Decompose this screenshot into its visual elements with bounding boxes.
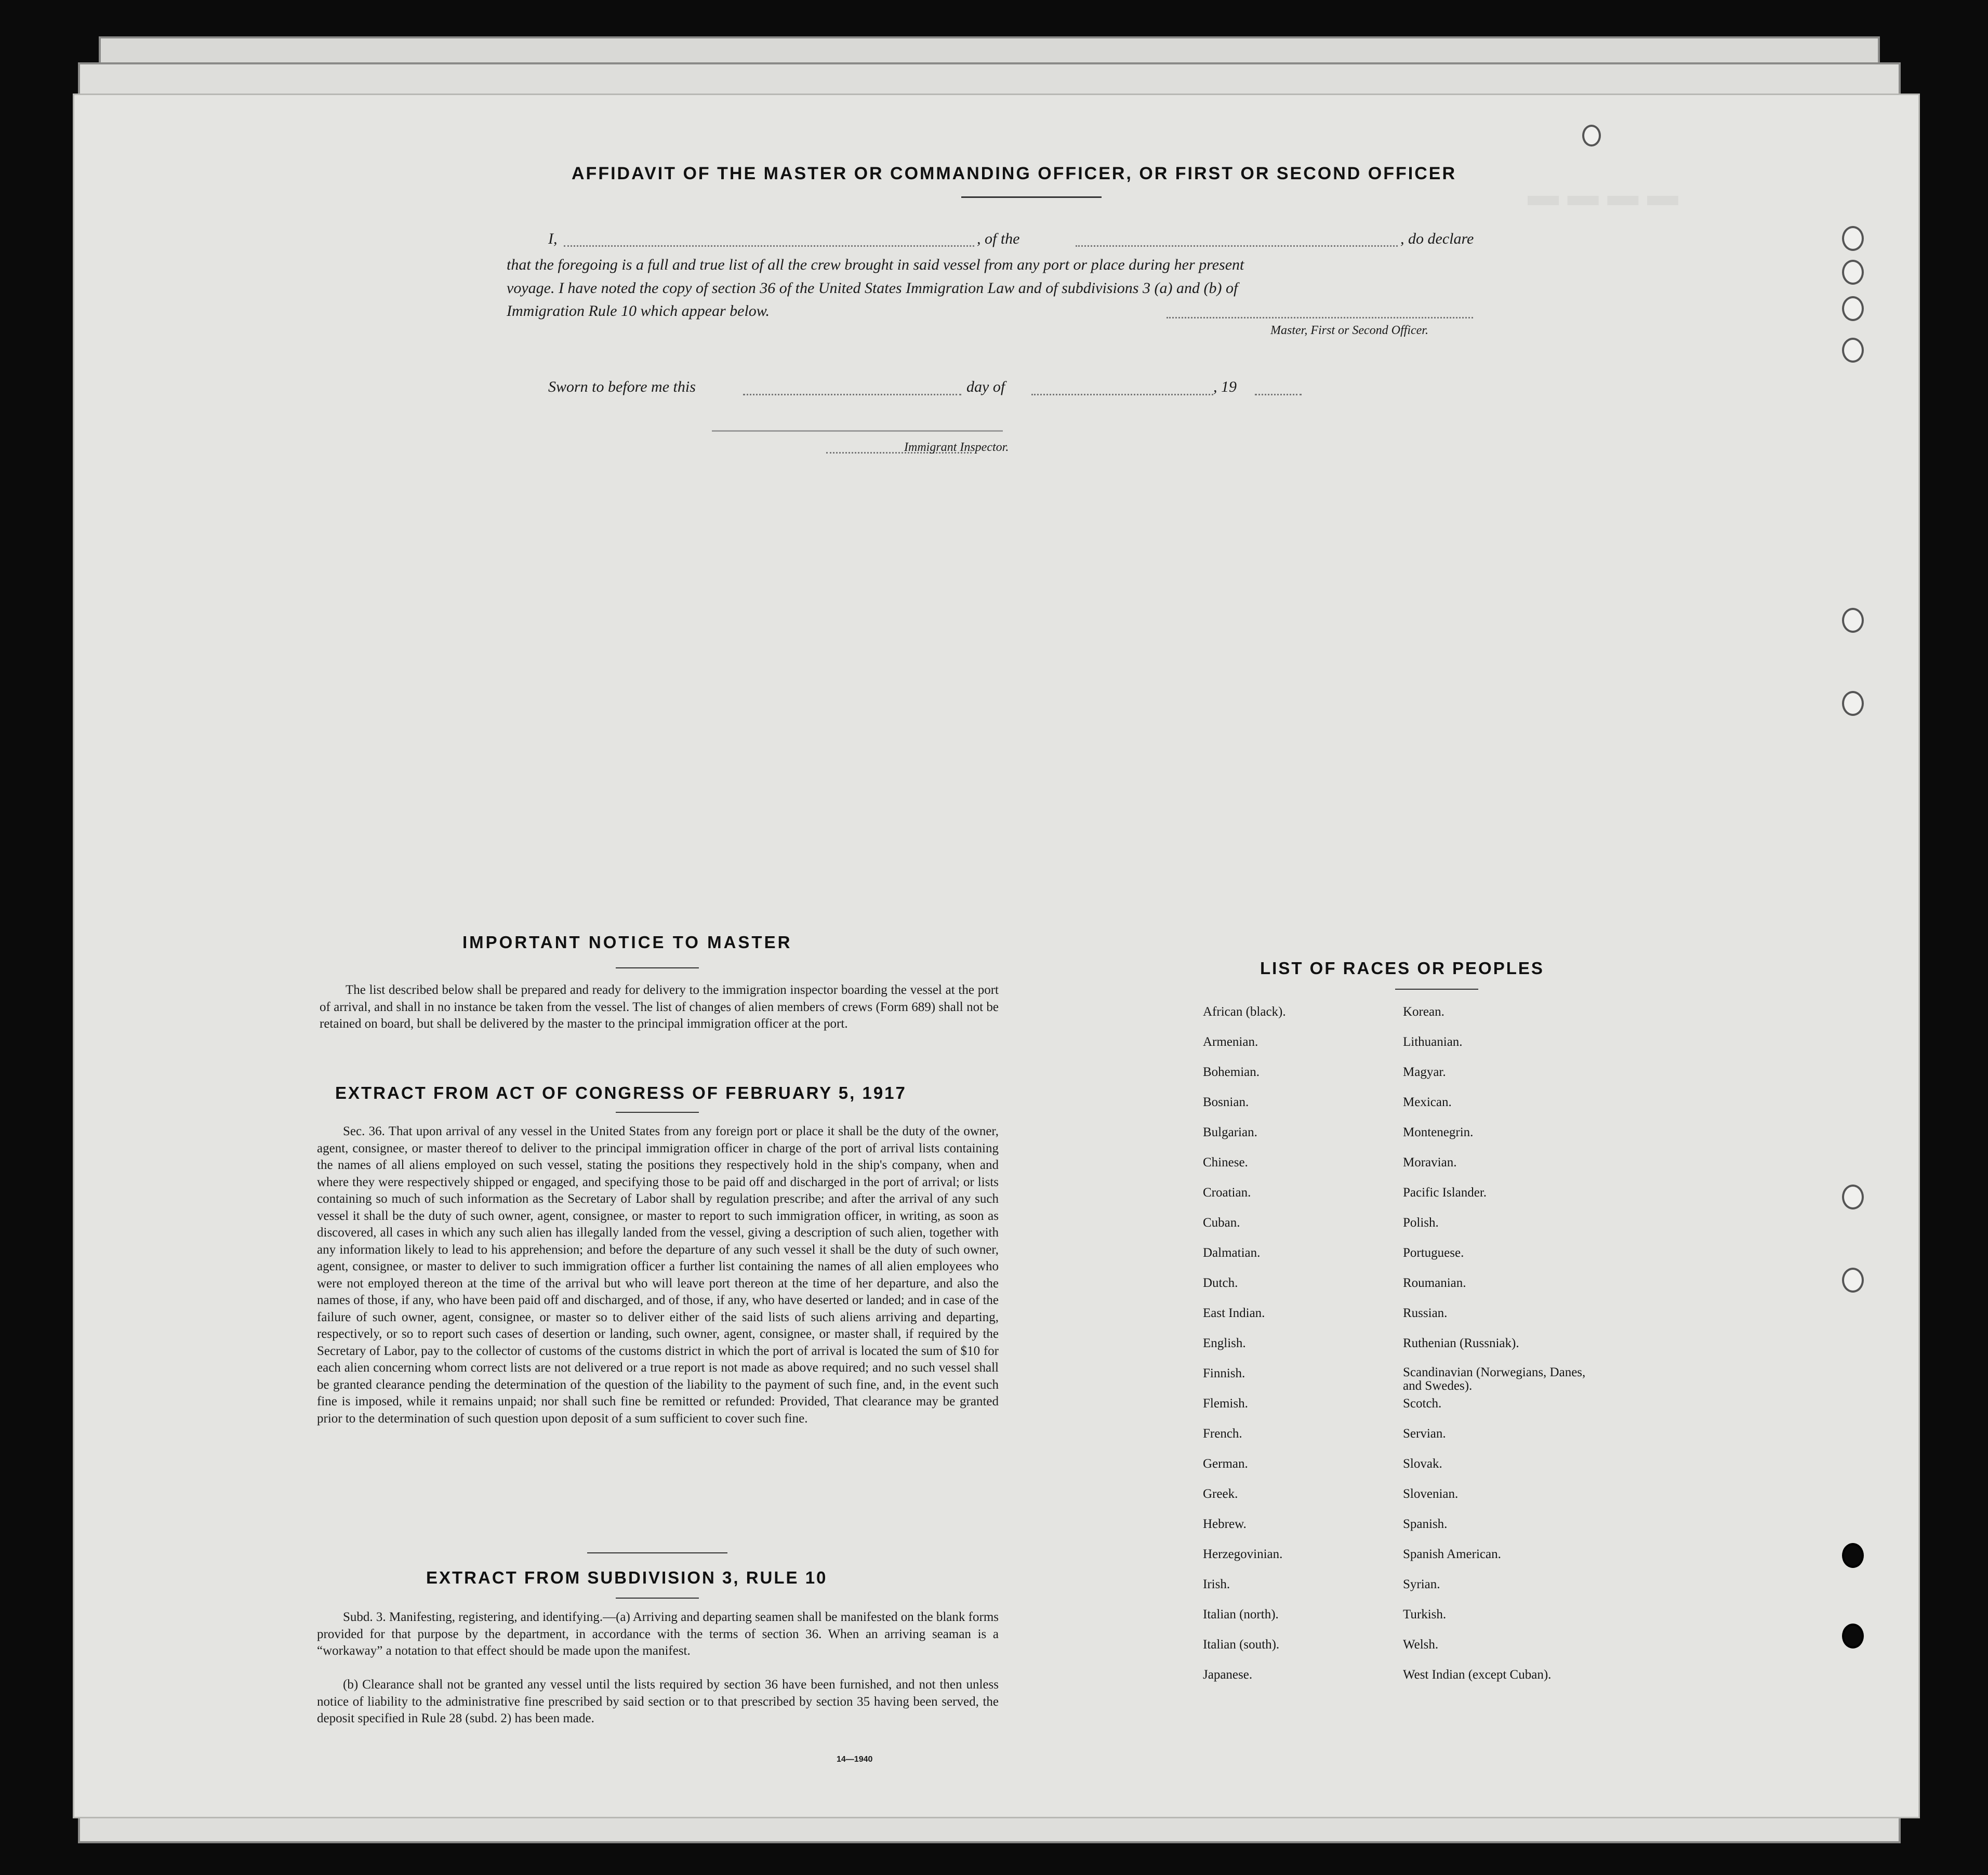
- race-item: Italian (north).: [1203, 1607, 1279, 1621]
- races-right-column: [1403, 1004, 1647, 1697]
- race-item: Bosnian.: [1203, 1095, 1249, 1109]
- race-item: Finnish.: [1203, 1366, 1245, 1380]
- race-item: Magyar.: [1403, 1065, 1446, 1079]
- extract-act-title: EXTRACT FROM ACT OF CONGRESS OF FEBRUARY 5, 1917: [335, 1083, 907, 1102]
- race-item: Portuguese.: [1403, 1246, 1464, 1260]
- extract-rule-title: EXTRACT FROM SUBDIVISION 3, RULE 10: [426, 1568, 828, 1587]
- race-item: Welsh.: [1403, 1638, 1439, 1652]
- races-title: LIST OF RACES OR PEOPLES: [1260, 959, 1544, 978]
- race-item: Bohemian.: [1203, 1065, 1260, 1079]
- race-item: Hebrew.: [1203, 1517, 1247, 1531]
- sworn-year-blank[interactable]: [1255, 394, 1302, 395]
- race-item: Herzegovinian.: [1203, 1547, 1283, 1561]
- race-item: Dalmatian.: [1203, 1246, 1261, 1260]
- affidavit-name-blank[interactable]: [564, 245, 974, 247]
- notice-title: IMPORTANT NOTICE TO MASTER: [462, 933, 792, 952]
- race-item: Moravian.: [1403, 1155, 1457, 1169]
- race-item: Japanese.: [1203, 1668, 1253, 1682]
- form-number: 14—1940: [837, 1755, 873, 1764]
- extract-rule-title-rule: [616, 1598, 699, 1599]
- race-item: Bulgarian.: [1203, 1125, 1257, 1139]
- extract-rule-para-a: Subd. 3. Manifesting, registering, and identifying.—(a) Arriving and departing seamen shall be manifested on the blank forms provided for that purpose by the department, in accordance with the terms of section 36. When an arriving seaman is a “workaway” a notation to that effect should be made upon the manifest.: [317, 1610, 999, 1658]
- race-item: Chinese.: [1203, 1155, 1248, 1169]
- affidavit-vessel-blank[interactable]: [1076, 245, 1398, 247]
- sworn-day-of: day of: [966, 378, 1005, 395]
- affidavit-title: AFFIDAVIT OF THE MASTER OR COMMANDING OFFICER, OR FIRST OR SECOND OFFICER: [572, 164, 1456, 183]
- extract-rule-para-b: (b) Clearance shall not be granted any vessel until the lists required by section 36 have been furnished, and not then unless notice of liability to the administrative fine prescribed by said section or to that prescribed by section 35 having been served, the deposit specified in Rule 28 (subd. 2) has been made.: [317, 1678, 999, 1725]
- race-item: Syrian.: [1403, 1577, 1440, 1591]
- affidavit-line1-i: I,: [548, 230, 558, 247]
- affidavit-line1-declare: , do declare: [1400, 230, 1474, 247]
- race-item: Korean.: [1403, 1005, 1444, 1019]
- race-item: African (black).: [1203, 1005, 1286, 1019]
- races-left-column: [1203, 1004, 1390, 1697]
- race-item: Dutch.: [1203, 1276, 1238, 1290]
- notice-text: The list described below shall be prepared and ready for delivery to the immigration inspector boarding the vessel at the port of arrival, and shall in no instance be taken from the vessel. The list of changes of alien members of crews (Form 689) shall not be retained on board, but shall be delivered by the master to the principal immigration officer at the port.: [320, 983, 999, 1031]
- race-item: English.: [1203, 1336, 1246, 1350]
- binder-hole: [1842, 608, 1864, 633]
- race-item: Polish.: [1403, 1216, 1439, 1230]
- race-item: German.: [1203, 1457, 1248, 1471]
- extract-rule-top-rule: [587, 1552, 727, 1553]
- binder-hole: [1842, 691, 1864, 716]
- binder-hole: [1842, 1185, 1864, 1209]
- notice-title-rule: [616, 967, 699, 968]
- race-item: West Indian (except Cuban).: [1403, 1668, 1552, 1682]
- binder-hole: [1842, 226, 1864, 251]
- sworn-date-blank[interactable]: [743, 394, 961, 395]
- race-item: Ruthenian (Russniak).: [1403, 1336, 1519, 1350]
- inspector-label: Immigrant Inspector.: [904, 441, 1009, 454]
- race-item: Spanish.: [1403, 1517, 1448, 1531]
- race-item: Servian.: [1403, 1427, 1446, 1441]
- extract-act-text: Sec. 36. That upon arrival of any vessel in the United States from any foreign port or place it shall be the duty of the owner, agent, consignee, or master thereof to deliver to the principal immigration officer in charge of the port of arrival lists containing the names of all aliens employed on such vessel, stating the positions they respectively hold in the ship's company, when and where they were respectively shipped or engaged, and specifying those to be paid off and discharged in the port of arrival; or lists containing so much of such information as the Secretary of Labor shall by regulation prescribe; and after the arrival of any such vessel it shall be the duty of such owner, agent, consignee, or master to report to such immigration officer, in writing, as soon as discovered, all cases in which any such alien has illegally landed from the vessel, giving a description of such alien, together with any information likely to lead to his apprehension; and before the departure of any such vessel it shall be the duty of such owner, agent, consignee, or master to deliver to such immigration officer a further list containing the names of all alien employees who were not employed thereon at the time of the arrival but who will leave port thereon at the time of her departure, and also the names of those, if any, who have been paid off and discharged, and of those, if any, who have deserted or landed; and in case of the failure of such owner, agent, consignee, or master so to deliver either of the said lists of such aliens arriving and departing, respectively, or so to report such cases of desertion or landing, such owner, agent, consignee, or master shall, if required by the Secretary of Labor, pay to the collector of customs of the customs district in which the port of arrival is located the sum of $10 for each alien concerning whom correct lists are not delivered or a true report is not made as above required; and no such vessel shall be granted clearance pending the determination of the question of the liability to the payment of such fine, and, in the event such fine is imposed, while it remains unpaid; nor shall such fine be remitted or refunded: Provided, That clearance may be granted prior to the determination of such question upon deposit of a sum sufficient to cover such fine.: [317, 1124, 999, 1426]
- affidavit-line1-of-the: , of the: [977, 230, 1020, 247]
- race-item: Montenegrin.: [1403, 1125, 1474, 1139]
- race-item: Armenian.: [1203, 1035, 1258, 1049]
- race-item: Slovak.: [1403, 1457, 1442, 1471]
- signature-label: Master, First or Second Officer.: [1270, 324, 1428, 337]
- binder-hole: [1842, 338, 1864, 363]
- race-item: Roumanian.: [1403, 1276, 1466, 1290]
- affidavit-title-rule: [961, 196, 1102, 198]
- race-item: Lithuanian.: [1403, 1035, 1463, 1049]
- race-item: French.: [1203, 1427, 1242, 1441]
- inspector-signature-blank[interactable]: [712, 430, 1003, 432]
- signature-blank[interactable]: [1167, 317, 1473, 318]
- race-item: Slovenian.: [1403, 1487, 1459, 1501]
- binder-hole: [1582, 125, 1601, 147]
- race-item: Spanish American.: [1403, 1547, 1501, 1561]
- binder-hole: [1842, 1543, 1864, 1568]
- race-item: Pacific Islander.: [1403, 1186, 1487, 1200]
- race-item: East Indian.: [1203, 1306, 1265, 1320]
- race-item: Mexican.: [1403, 1095, 1452, 1109]
- race-item: Irish.: [1203, 1577, 1230, 1591]
- races-title-rule: [1395, 989, 1478, 990]
- binder-hole: [1842, 260, 1864, 285]
- extract-act-title-rule: [616, 1112, 699, 1113]
- race-item: Flemish.: [1203, 1397, 1248, 1411]
- binder-hole: [1842, 1268, 1864, 1293]
- affidavit-line4: Immigration Rule 10 which appear below.: [507, 302, 770, 320]
- race-item: Cuban.: [1203, 1216, 1240, 1230]
- race-item: Greek.: [1203, 1487, 1238, 1501]
- race-item: Turkish.: [1403, 1607, 1447, 1621]
- sworn-month-blank[interactable]: [1031, 394, 1213, 395]
- form-sheet: [73, 94, 1920, 1818]
- race-item: Russian.: [1403, 1306, 1448, 1320]
- race-item: Scandinavian (Norwegians, Danes, and Swedes).: [1403, 1365, 1586, 1393]
- race-item: Scotch.: [1403, 1397, 1442, 1411]
- race-item: Italian (south).: [1203, 1638, 1280, 1652]
- affidavit-line3: voyage. I have noted the copy of section 36 of the United States Immigration Law and of subdivisions 3 (a) and (b) of: [507, 280, 1238, 297]
- sworn-year: , 19: [1213, 378, 1237, 395]
- binder-hole: [1842, 1624, 1864, 1648]
- bleed-through-mark: ▬ ▬ ▬ ▬: [1528, 177, 1679, 212]
- binder-hole: [1842, 296, 1864, 321]
- sworn-prefix: Sworn to before me this: [548, 378, 696, 395]
- affidavit-line2: that the foregoing is a full and true list of all the crew brought in said vessel from any port or place during her present: [507, 256, 1244, 273]
- race-item: Croatian.: [1203, 1186, 1251, 1200]
